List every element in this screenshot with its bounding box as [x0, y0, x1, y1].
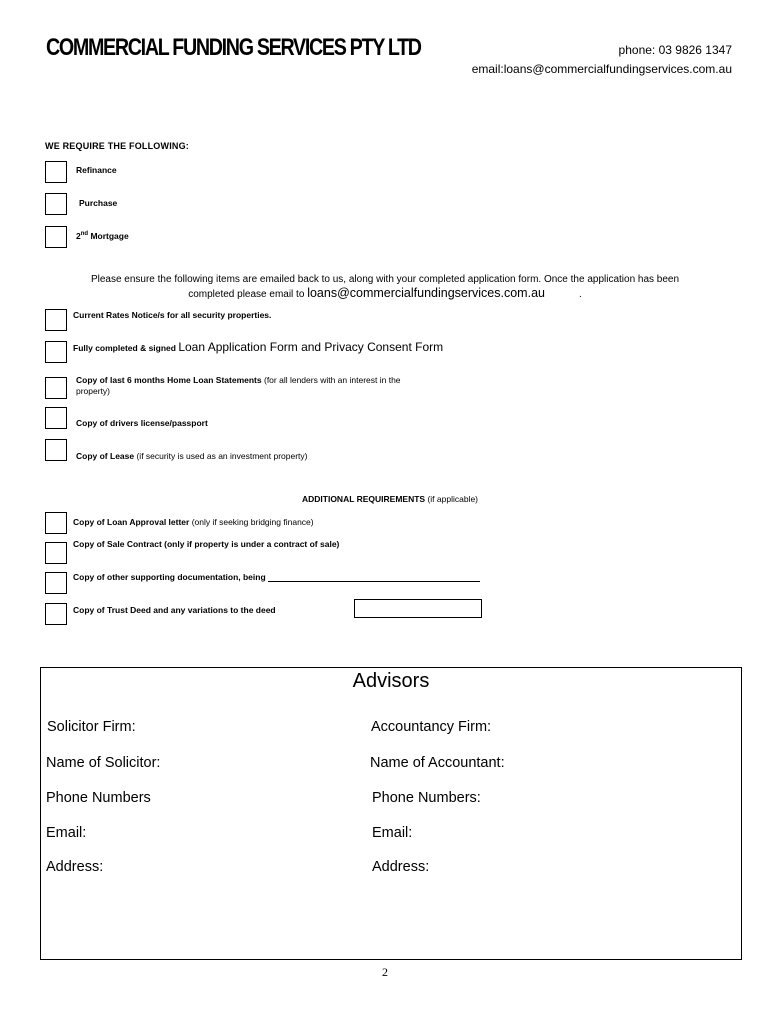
- contact-email: email:loans@commercialfundingservices.com.au: [471, 62, 732, 76]
- second-mortgage-checkbox[interactable]: [45, 226, 67, 248]
- solicitor-firm-label: Solicitor Firm:: [47, 719, 136, 735]
- instructions-prefix: completed please email to: [188, 289, 308, 300]
- instructions-line-1: Please ensure the following items are emailed back to us, along with your completed application form. Once the application has been: [90, 274, 680, 285]
- instructions-email: loans@commercialfundingservices.com.au: [307, 286, 545, 300]
- other-docs-checkbox[interactable]: [45, 572, 67, 594]
- solicitor-email-label: Email:: [46, 825, 87, 841]
- loan-approval-checkbox[interactable]: [45, 512, 67, 534]
- lease-label: [76, 451, 307, 461]
- mortgage-number: 2: [76, 231, 81, 241]
- loan-form-bold: Fully completed & signed: [73, 343, 179, 353]
- accountant-name-label: Name of Accountant:: [370, 755, 505, 771]
- requirements-heading: WE REQUIRE THE FOLLOWING:: [45, 141, 189, 151]
- purchase-label: Purchase: [79, 198, 118, 208]
- loan-approval-label: [73, 517, 314, 527]
- statements-note-continued: property): [76, 386, 111, 396]
- advisors-title: Advisors: [352, 670, 430, 692]
- loan-form-checkbox[interactable]: [45, 341, 67, 363]
- lease-note: (if security is used as an investment property): [134, 451, 308, 461]
- loan-approval-bold: Copy of Loan Approval letter: [73, 517, 190, 527]
- additional-requirements-heading: [0, 494, 770, 504]
- rates-notice-checkbox[interactable]: [45, 309, 67, 331]
- other-docs-text: Copy of other supporting documentation, being: [73, 572, 269, 582]
- loan-form-label: [73, 340, 443, 354]
- lease-checkbox[interactable]: [45, 439, 67, 461]
- loan-form-text: Loan Application Form and Privacy Consent Form: [178, 340, 444, 354]
- page-number: 2: [382, 965, 388, 979]
- trust-deed-checkbox[interactable]: [45, 603, 67, 625]
- statements-note: (for all lenders with an interest in the: [261, 375, 401, 385]
- solicitor-address-label: Address:: [46, 859, 104, 875]
- additional-heading-bold: ADDITIONAL REQUIREMENTS: [301, 494, 426, 504]
- refinance-label: Refinance: [76, 165, 117, 175]
- advisors-section: [40, 667, 742, 960]
- solicitor-phone-label: Phone Numbers: [46, 790, 151, 806]
- other-docs-blank-line[interactable]: [268, 572, 480, 582]
- home-loan-statements-checkbox[interactable]: [45, 377, 67, 399]
- mortgage-ordinal: nd: [80, 231, 89, 238]
- accountancy-firm-label: Accountancy Firm:: [371, 719, 492, 735]
- instructions-suffix: .: [578, 289, 582, 300]
- accountant-address-label: Address:: [372, 859, 430, 875]
- rates-notice-label: Current Rates Notice/s for all security properties.: [73, 310, 272, 320]
- drivers-license-label: Copy of drivers license/passport: [76, 418, 208, 428]
- statements-bold: Copy of last 6 months Home Loan Statements: [76, 375, 262, 385]
- sale-contract-label: Copy of Sale Contract (only if property is under a contract of sale): [73, 539, 340, 549]
- home-loan-statements-label: [76, 375, 401, 385]
- mortgage-text: Mortgage: [88, 231, 129, 241]
- accountant-email-label: Email:: [372, 825, 413, 841]
- second-mortgage-label: [76, 231, 129, 241]
- instructions-line-2: [0, 286, 770, 300]
- trust-deed-label: Copy of Trust Deed and any variations to the deed: [73, 605, 276, 615]
- loan-approval-note: (only if seeking bridging finance): [189, 517, 314, 527]
- phone-number: phone: 03 9826 1347: [618, 43, 732, 57]
- solicitor-name-label: Name of Solicitor:: [46, 755, 161, 771]
- lease-bold: Copy of Lease: [76, 451, 135, 461]
- drivers-license-checkbox[interactable]: [45, 407, 67, 429]
- other-docs-label: [73, 572, 480, 582]
- company-name: COMMERCIAL FUNDING SERVICES PTY LTD: [46, 34, 421, 61]
- accountant-phone-label: Phone Numbers:: [372, 790, 481, 806]
- sale-contract-checkbox[interactable]: [45, 542, 67, 564]
- additional-heading-note: (if applicable): [425, 494, 479, 504]
- purchase-checkbox[interactable]: [45, 193, 67, 215]
- refinance-checkbox[interactable]: [45, 161, 67, 183]
- trust-deed-input-box[interactable]: [354, 599, 482, 618]
